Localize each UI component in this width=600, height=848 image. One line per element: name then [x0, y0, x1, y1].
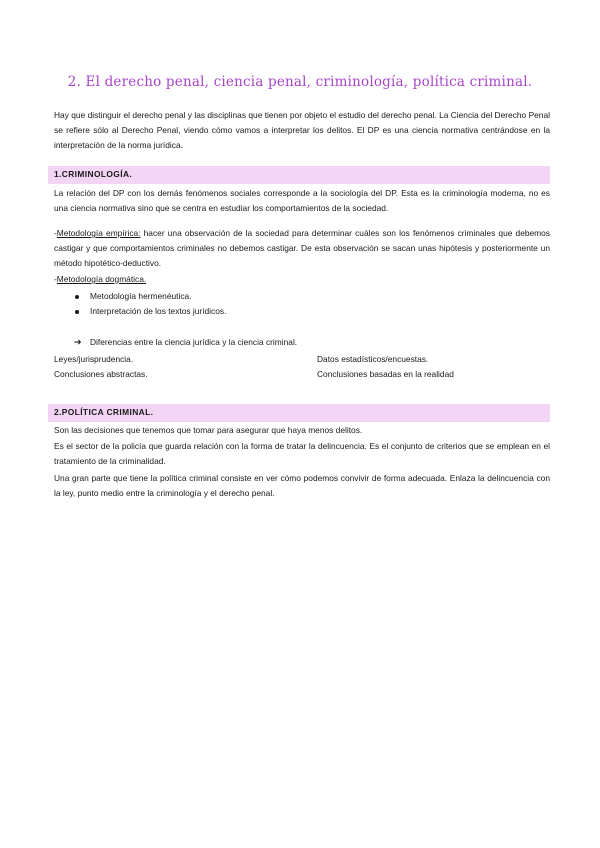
metodologia-dogmatica-line [54, 272, 146, 287]
criminologia-paragraph: La relación del DP con los demás fenómenos sociales corresponde a la sociología del DP. Esta es la criminología moderna, no es una ciencia normativa sino que se centra en estudiar los comportamientos de la sociedad. [54, 188, 550, 213]
left-column-item: Conclusiones abstractas. [54, 369, 148, 379]
bullet-item: Metodología hermenéutica. [90, 291, 192, 301]
dogmatica-prefix: - [54, 274, 57, 284]
arrow-item: Diferencias entre la ciencia jurídica y la ciencia criminal. [90, 337, 298, 347]
intro-paragraph: Hay que distinguir el derecho penal y las disciplinas que tienen por objeto el estudio del derecho penal. La Ciencia del Derecho Penal se refiere sólo al Derecho Penal, viendo cómo vamos a interpretar los delitos. El DP es una ciencia normativa centrándose en la interpretación de la norma jurídica. [54, 110, 550, 150]
bullet-dot-icon [75, 310, 79, 314]
empirica-prefix: - [54, 228, 57, 238]
empirica-text: hacer una observación de la sociedad para determinar cuáles son los fenómenos criminales que debemos castigar y que comportamientos criminales no debemos castigar. De esta observación se sacan unas hipótesis y posteriormente un método hipotético-deductivo. [54, 228, 550, 268]
metodologia-empirica-paragraph [54, 226, 550, 271]
empirica-label: Metodología empírica: [56, 228, 141, 238]
left-column-item: Leyes/jurisprudencia. [54, 354, 134, 364]
page-title: 2. El derecho penal, ciencia penal, criminología, política criminal. [67, 74, 533, 90]
bullet-item: Interpretación de los textos jurídicos. [90, 306, 227, 316]
section-heading-politica-criminal: 2.POLÍTICA CRIMINAL. [54, 407, 154, 417]
politica-line: Son las decisiones que tenemos que tomar para asegurar que haya menos delitos. [54, 425, 363, 435]
politica-paragraph-2: Una gran parte que tiene la política criminal consiste en ver cómo podemos convivir de forma adecuada. Enlaza la delincuencia con la ley, punto medio entre la criminología y el derecho penal. [54, 473, 550, 498]
bullet-dot-icon [75, 295, 79, 299]
politica-paragraph: Es el sector de la policía que guarda relación con la forma de tratar la delincuencia. Es el conjunto de criterios que se emplean en el tratamiento de la criminalidad. [54, 441, 550, 466]
dogmatica-label: Metodología dogmática. [56, 274, 147, 284]
right-column-item: Datos estadísticos/encuestas. [317, 354, 429, 364]
right-column-item: Conclusiones basadas en la realidad [317, 369, 454, 379]
arrow-right-icon: ➔ [74, 337, 82, 347]
section-heading-band [48, 404, 550, 422]
section-heading-criminologia: 1.CRIMINOLOGÍA. [54, 169, 133, 179]
section-heading-band [48, 166, 550, 184]
